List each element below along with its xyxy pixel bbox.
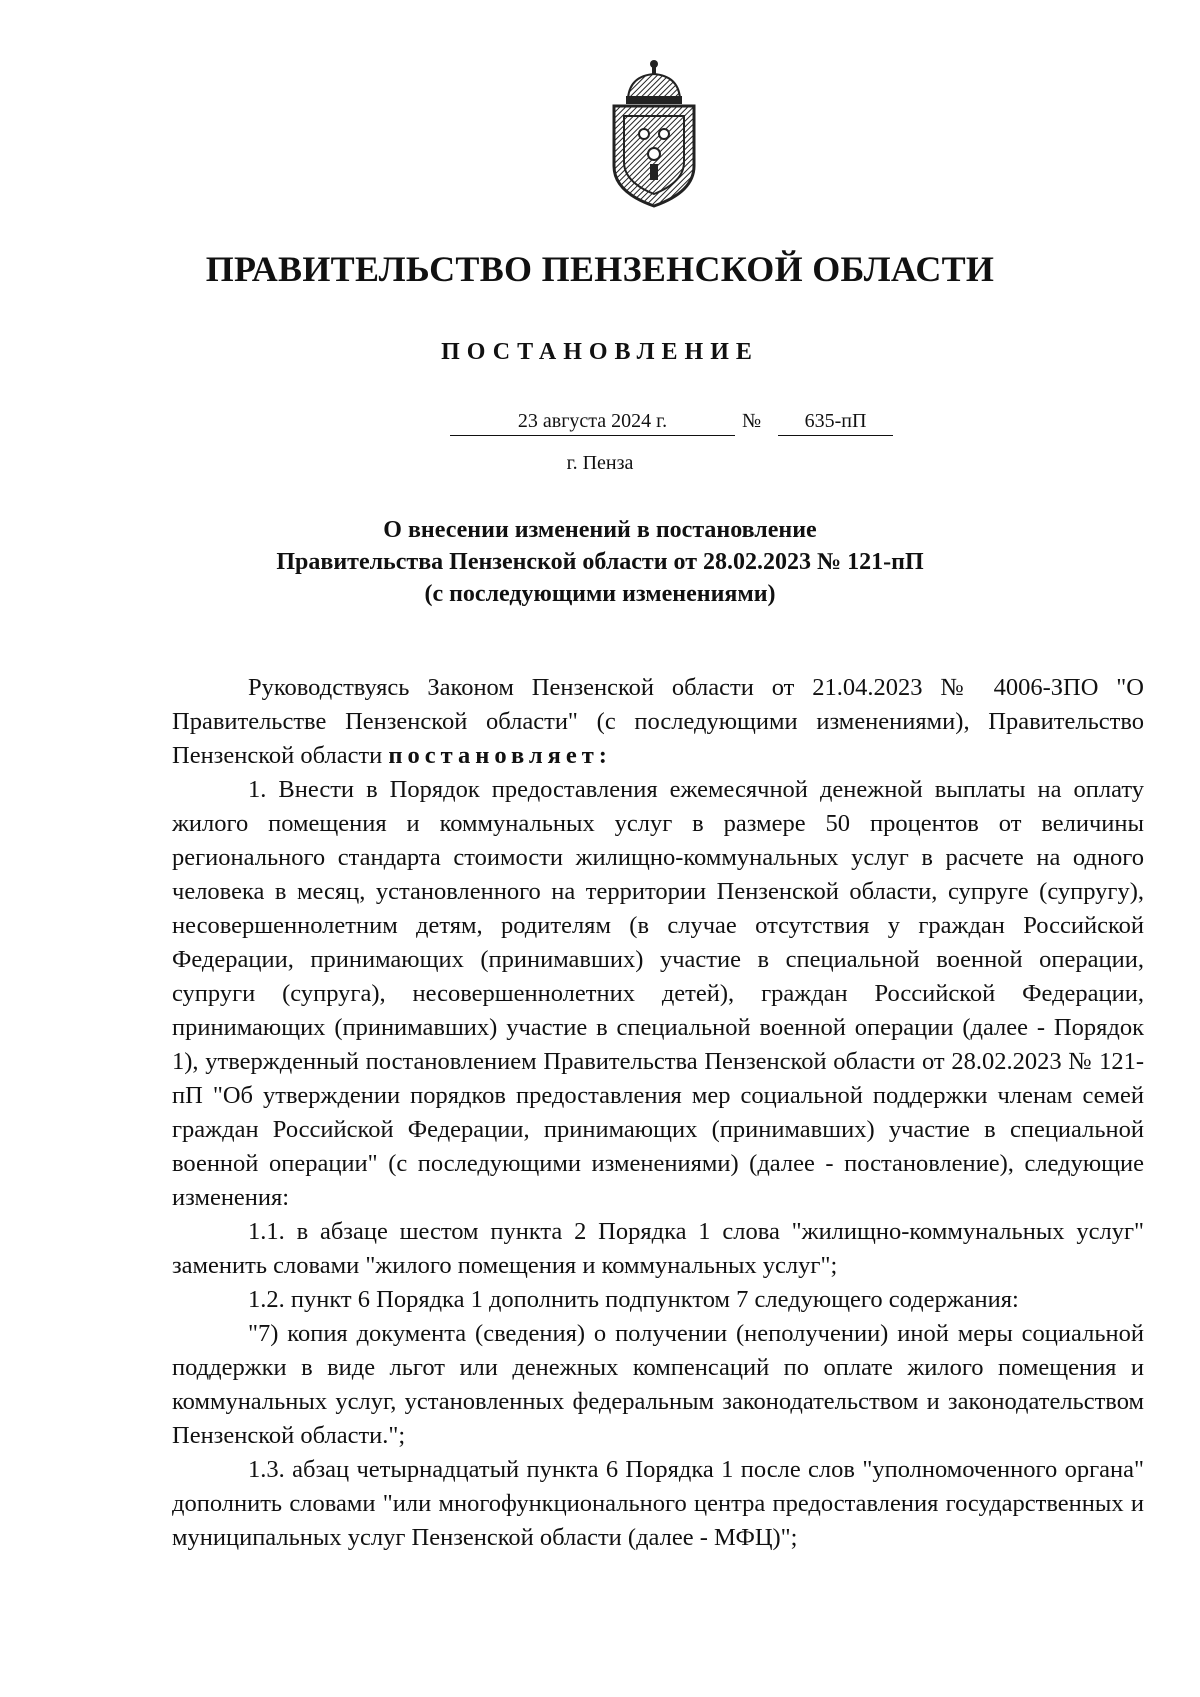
subject-line-1: О внесении изменений в постановление [383,517,817,543]
paragraph-1: 1. Внести в Порядок предоставления ежемесячной денежной выплаты на оплату жилого помещения и коммунальных услуг в размере 50 процентов от величины регионального стандарта стоимости жилищно-коммунальных услуг в расчете на одного человека в месяц, установленного на территории Пензенской области, супруге (супругу), несовершеннолетним детям, родителям (в случае отсутствия у граждан Российской Федерации, принимающих (принимавших) участие в специальной военной операции, супруги (супруга), несовершеннолетних детей), граждан Российской Федерации, принимающих (принимавших) участие в специальной военной операции (далее - Порядок 1), утвержденный постановлением Правительства Пензенской области от 28.02.2023 № 121-пП "Об утверждении порядков предоставления мер социальной поддержки членам семей граждан Российской Федерации, принимающих (принимавших) участие в специальной военной операции" (с последующими изменениями) (далее - постановление), следующие изменения: [172,776,1144,1211]
paragraph-1-2: 1.2. пункт 6 Порядка 1 дополнить подпунктом 7 следующего содержания: [248,1286,1019,1313]
document-type: ПОСТАНОВЛЕНИЕ [441,339,759,365]
preamble-paragraph [172,671,1144,773]
document-body [172,671,1144,1555]
organization-title: ПРАВИТЕЛЬСТВО ПЕНЗЕНСКОЙ ОБЛАСТИ [205,249,995,289]
preamble-text: Руководствуясь Законом Пензенской области от 21.04.2023 № 4006-ЗПО "О Правительстве Пензенской области" (с последующими изменениями), Правительство Пензенской области [172,674,1144,769]
subject-line-3: (с последующими изменениями) [424,581,776,607]
city: г. Пенза [566,452,634,474]
paragraph-1-2-text: "7) копия документа (сведения) о получении (неполучении) иной меры социальной поддержки в виде льгот или денежных компенсаций по оплате жилого помещения и коммунальных услуг, установленных федеральным законодательством и законодательством Пензенской области."; [172,1320,1144,1449]
document-number: 635-пП [778,410,893,436]
document-date: 23 августа 2024 г. [450,410,735,436]
coat-of-arms-emblem [606,58,702,210]
document-subject [0,514,1200,610]
number-sign: № [742,410,762,432]
subject-line-2: Правительства Пензенской области от 28.02.2023 № 121-пП [276,549,924,575]
paragraph-1-1: 1.1. в абзаце шестом пункта 2 Порядка 1 слова "жилищно-коммунальных услуг" заменить словами "жилого помещения и коммунальных услуг"; [172,1218,1144,1279]
paragraph-1-3: 1.3. абзац четырнадцатый пункта 6 Порядка 1 после слов "уполномоченного органа" дополнить словами "или многофункционального центра предоставления государственных и муниципальных услуг Пензенской области (далее - МФЦ)"; [172,1456,1144,1551]
preamble-action: постановляет: [388,742,612,769]
